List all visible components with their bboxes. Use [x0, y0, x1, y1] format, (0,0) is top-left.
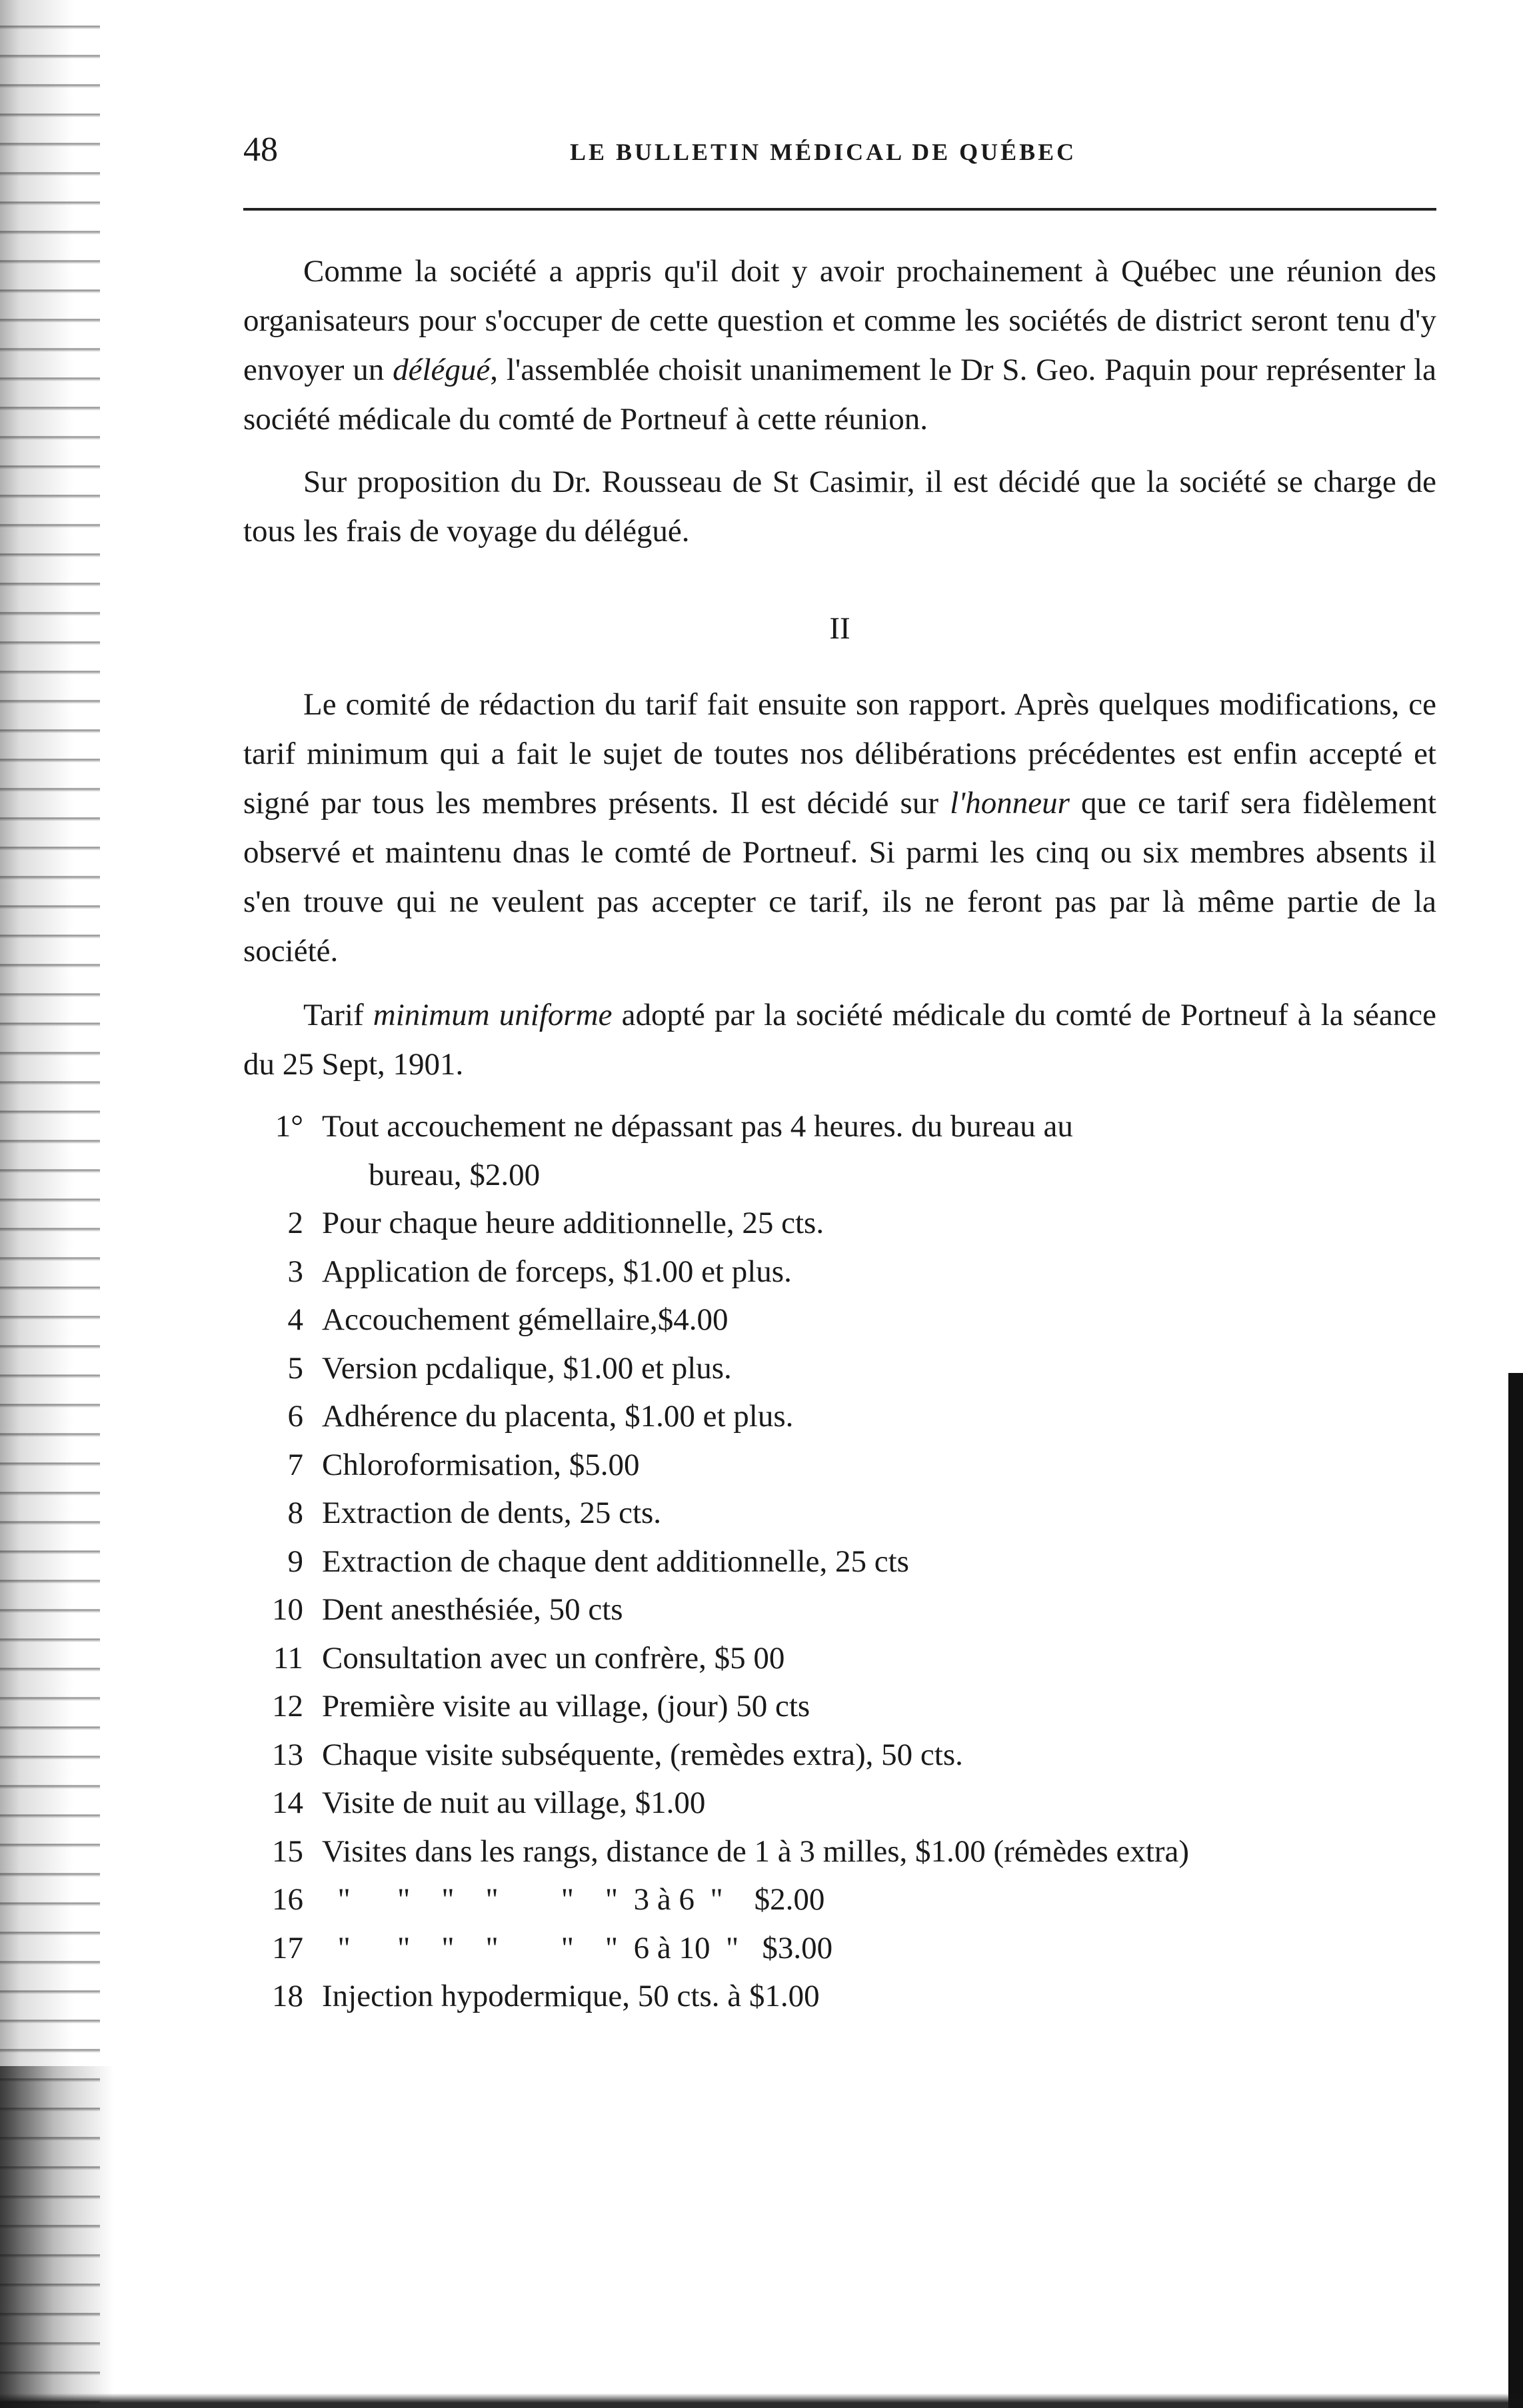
tariff-item-text: " " " " " " 6 à 10 " $3.00 [322, 1930, 833, 1965]
tariff-item [243, 1441, 1436, 1490]
tariff-item-text: Extraction de chaque dent additionnelle, 25 cts [322, 1544, 909, 1579]
tariff-item-number: 6 [287, 1399, 303, 1434]
tariff-item-text: " " " " " " 3 à 6 " $2.00 [322, 1882, 825, 1917]
page-header [243, 130, 1436, 177]
paragraph-3 [243, 680, 1436, 976]
paragraph-1-text-b: , l'assemblée choisit unanimement le Dr S. Geo. Paquin pour représenter la société médicale du comté de Portneuf à cette réunion. [243, 353, 1437, 437]
tariff-item [243, 1248, 1436, 1296]
tariff-item [243, 1199, 1436, 1248]
tariff-item [243, 1102, 1436, 1199]
tariff-item-number: 7 [287, 1447, 303, 1482]
tariff-item-number: 12 [272, 1689, 303, 1724]
tariff-item [243, 1972, 1436, 2021]
tariff-item-number: 10 [272, 1592, 303, 1627]
tariff-item-text: Dent anesthésiée, 50 cts [322, 1592, 623, 1627]
header-rule [243, 208, 1436, 211]
tariff-item-text: Application de forceps, $1.00 et plus. [322, 1254, 792, 1289]
body-text [243, 247, 1436, 2021]
paragraph-4-text-b: adopté par la société médicale du comté de Portneuf à la séance du 25 Sept, 1901. [243, 998, 1436, 1082]
tariff-item-number: 14 [272, 1786, 303, 1820]
tariff-item-number: 4 [287, 1302, 303, 1337]
tariff-item-number: 17 [272, 1930, 303, 1965]
tariff-item-number: 5 [287, 1350, 303, 1386]
running-title: LE BULLETIN MÉDICAL DE QUÉBEC [570, 139, 1077, 165]
section-numeral: II [829, 611, 850, 646]
scan-left-edge [0, 0, 100, 2408]
tariff-item-text: Pour chaque heure additionnelle, 25 cts. [322, 1206, 824, 1240]
tariff-item [243, 1392, 1436, 1441]
paragraph-3-text-a: Le comité de rédaction du tarif fait ensuite son rapport. Après quelques modifications, ce tarif minimum qui a fait le sujet de toutes nos délibérations précédentes est enfin accepté et signé par tous les membres présents. Il est décidé sur [243, 687, 1436, 820]
tariff-item-text: Injection hypodermique, 50 cts. à $1.00 [322, 1979, 820, 2013]
paragraph-4 [243, 990, 1436, 1089]
paragraph-2: Sur proposition du Dr. Rousseau de St Casimir, il est décidé que la société se charge de tous les frais de voyage du délégué. [243, 465, 1436, 549]
tariff-item [243, 1682, 1436, 1731]
tariff-item [243, 1296, 1436, 1344]
tariff-item-text [322, 1102, 1436, 1199]
tariff-item-number: 11 [273, 1640, 303, 1676]
tariff-item [243, 1538, 1436, 1586]
paragraph-4-text-a: Tarif [303, 998, 373, 1032]
tariff-item [243, 1489, 1436, 1538]
tariff-item-number: 13 [272, 1737, 303, 1772]
tariff-item-text: Extraction de dents, 25 cts. [322, 1496, 662, 1530]
tariff-item [243, 1875, 1436, 1924]
tariff-item-text: Visite de nuit au village, $1.00 [322, 1786, 706, 1820]
paragraph-3-emphasis: l'honneur [950, 786, 1070, 820]
scan-left-edge-shadow [0, 2066, 120, 2408]
tariff-list [243, 1102, 1436, 2021]
page-number: 48 [243, 131, 278, 169]
tariff-item-number: 18 [272, 1979, 303, 2013]
tariff-item-number: 16 [272, 1882, 303, 1917]
tariff-item-number: 9 [287, 1544, 303, 1579]
tariff-item-text: Première visite au village, (jour) 50 cts [322, 1689, 810, 1724]
scan-bottom-edge [0, 2393, 1523, 2408]
tariff-item-number: 8 [287, 1496, 303, 1530]
paragraph-4-emphasis: minimum uniforme [373, 998, 613, 1032]
tariff-item [243, 1924, 1436, 1973]
tariff-item-continuation: bureau, $2.00 [369, 1157, 541, 1192]
scan-right-edge [1508, 1373, 1523, 2408]
tariff-item [243, 1344, 1436, 1393]
tariff-item-text: Version pcdalique, $1.00 et plus. [322, 1350, 732, 1386]
tariff-item-text-line: Tout accouchement ne dépassant pas 4 heures. du bureau au [322, 1109, 1073, 1144]
paragraph-3-text-b: que ce tarif sera fidèlement observé et maintenu dnas le comté de Portneuf. Si parmi les cinq ou six membres absents il s'en trouve qui ne veulent pas accepter ce tarif, ils ne feront pas par là même partie de la société. [243, 786, 1437, 968]
tariff-item [243, 1586, 1436, 1634]
tariff-item-text: Accouchement gémellaire,$4.00 [322, 1302, 729, 1337]
paragraph-1 [243, 247, 1436, 444]
tariff-item [243, 1634, 1436, 1683]
tariff-item-number: 3 [287, 1254, 303, 1289]
tariff-item [243, 1779, 1436, 1827]
tariff-item-number: 2 [287, 1206, 303, 1240]
tariff-item-text: Consultation avec un confrère, $5 00 [322, 1640, 785, 1676]
paragraph-1-emphasis: délégué [393, 353, 491, 387]
tariff-item-number: 15 [272, 1833, 303, 1869]
tariff-item-text: Visites dans les rangs, distance de 1 à 3 milles, $1.00 (rémèdes extra) [322, 1833, 1190, 1869]
tariff-item [243, 1827, 1436, 1876]
tariff-item-text: Chaque visite subséquente, (remèdes extra), 50 cts. [322, 1737, 963, 1772]
tariff-item [243, 1731, 1436, 1780]
tariff-item-text: Adhérence du placenta, $1.00 et plus. [322, 1399, 794, 1434]
tariff-item-text: Chloroformisation, $5.00 [322, 1447, 640, 1482]
tariff-item-number: 1° [275, 1109, 303, 1144]
paragraph-1-text-a: Comme la société a appris qu'il doit y avoir prochainement à Québec une réunion des organisateurs pour s'occuper de cette question et comme les sociétés de district seront tenu d'y envoyer un [243, 254, 1436, 387]
